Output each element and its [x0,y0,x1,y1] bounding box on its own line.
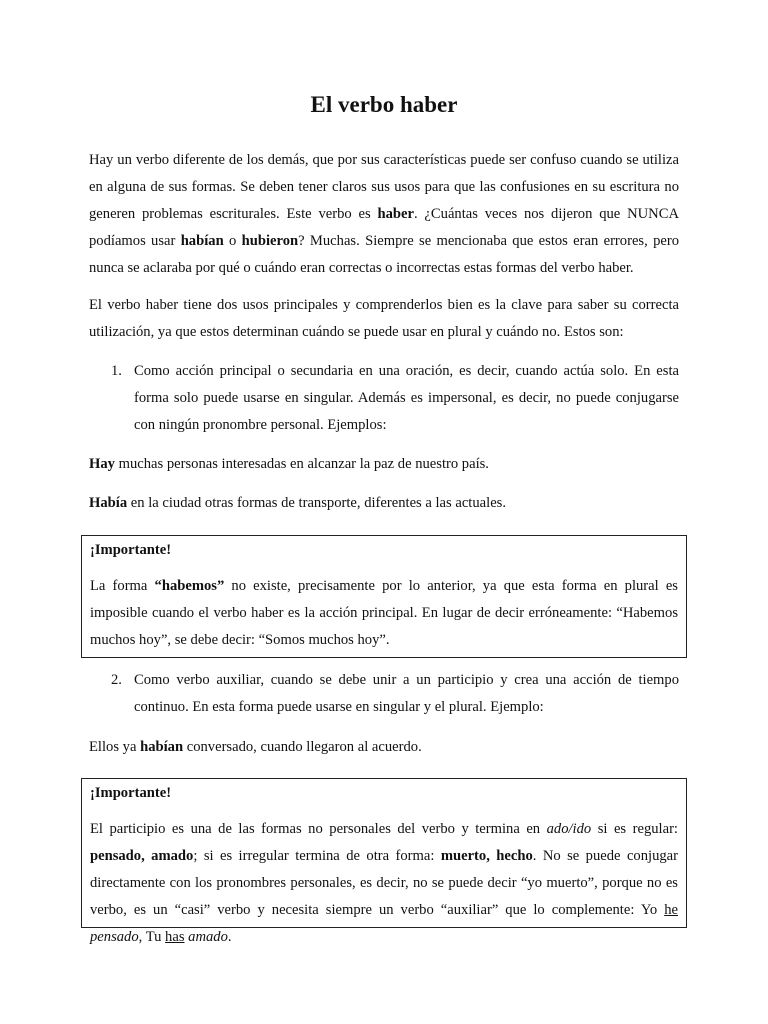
intro-bold-haber: haber [377,206,414,222]
usos-paragraph: El verbo haber tiene dos usos principales y comprenderlos bien es la clave para saber su correcta utilización, ya que estos determinan cuándo se puede usar en plural y cuándo no. Estos son: [89,297,679,340]
intro-text: o [223,233,242,249]
box-underline: has [165,929,185,945]
box-italic: pensado [90,929,139,945]
example-habia [89,490,679,517]
box-bold: pensado, amado [90,848,194,864]
box-text: si es regular: [591,821,678,837]
list-item-1 [111,358,679,439]
box-text: La forma [90,578,155,594]
example-text: Ellos ya [89,739,141,755]
example-bold: habían [140,739,184,755]
box-italic: ado/ido [546,821,592,837]
box-underline: he [664,902,678,918]
box-text: . [227,929,232,945]
important-box-2 [81,778,687,945]
list-item-text: Como verbo auxiliar, cuando se debe unir a un participio y crea una acción de tiempo continuo. En esta forma puede usarse en singular y el plural. Ejemplo: [134,672,679,715]
intro-text: . ¿Cuántas veces nos dijeron que NUNCA podíamos usar [89,206,679,249]
box-text: ; si es irregular termina de otra forma: [193,848,441,864]
intro-bold-habian: habían [180,233,224,249]
box-text: no existe, precisamente por lo anterior, ya que esta forma en plural es imposible cuando el verbo haber es la acción principal. En lugar de decir erróneamente: “Habemos muchos hoy”, se debe decir: “Somos muchos hoy”. [90,578,678,648]
important-box-1 [81,535,687,658]
page-title: El verbo haber [310,92,458,117]
box-text: . No se puede conjugar directamente con los pronombres personales, es decir, no se puede decir “yo muerto”, porque no es verbo, es un “casi” verbo y necesita siempre un verbo “auxiliar” que lo complemente: Yo [90,848,679,918]
intro-text: Hay un verbo diferente de los demás, que por sus características puede ser confuso cuando se utiliza en alguna de sus formas. Se deben tener claros sus usos para que las confusiones en su escritura no generen problemas escriturales. Este verbo es [89,152,679,222]
list-number: 2. [111,672,122,688]
example-hay [89,451,679,478]
box-bold: “habemos” [154,578,225,594]
example-habian [89,734,679,761]
list-item-2 [111,667,679,721]
box-bold: muerto, hecho [440,848,533,864]
example-bold: Hay [89,456,115,472]
example-text: conversado, cuando llegaron al acuerdo. [183,739,422,755]
box-body [90,816,678,951]
box-text: , Tu [138,929,166,945]
list-item-text: Como acción principal o secundaria en una oración, es decir, cuando actúa solo. En esta forma solo puede usarse en singular. Además es impersonal, es decir, no puede conjugarse con ningún pronombre personal. Ejemplos: [134,363,679,433]
box-text: El participio es una de las formas no personales del verbo y termina en [90,821,547,837]
box-heading: ¡Importante! [90,542,172,558]
box-heading: ¡Importante! [90,785,172,801]
example-bold: Había [89,495,128,511]
intro-paragraph [89,147,679,282]
example-text: muchas personas interesadas en alcanzar la paz de nuestro país. [114,456,489,472]
box-italic: amado [188,929,228,945]
intro-text: ? Muchas. Siempre se mencionaba que estos eran errores, pero nunca se aclaraba por qué o cuándo eran correctas o incorrectas estas formas del verbo haber. [89,233,679,276]
intro-bold-hubieron: hubieron [241,233,299,249]
list-number: 1. [111,363,122,379]
box-body [90,573,678,654]
example-text: en la ciudad otras formas de transporte, diferentes a las actuales. [127,495,506,511]
